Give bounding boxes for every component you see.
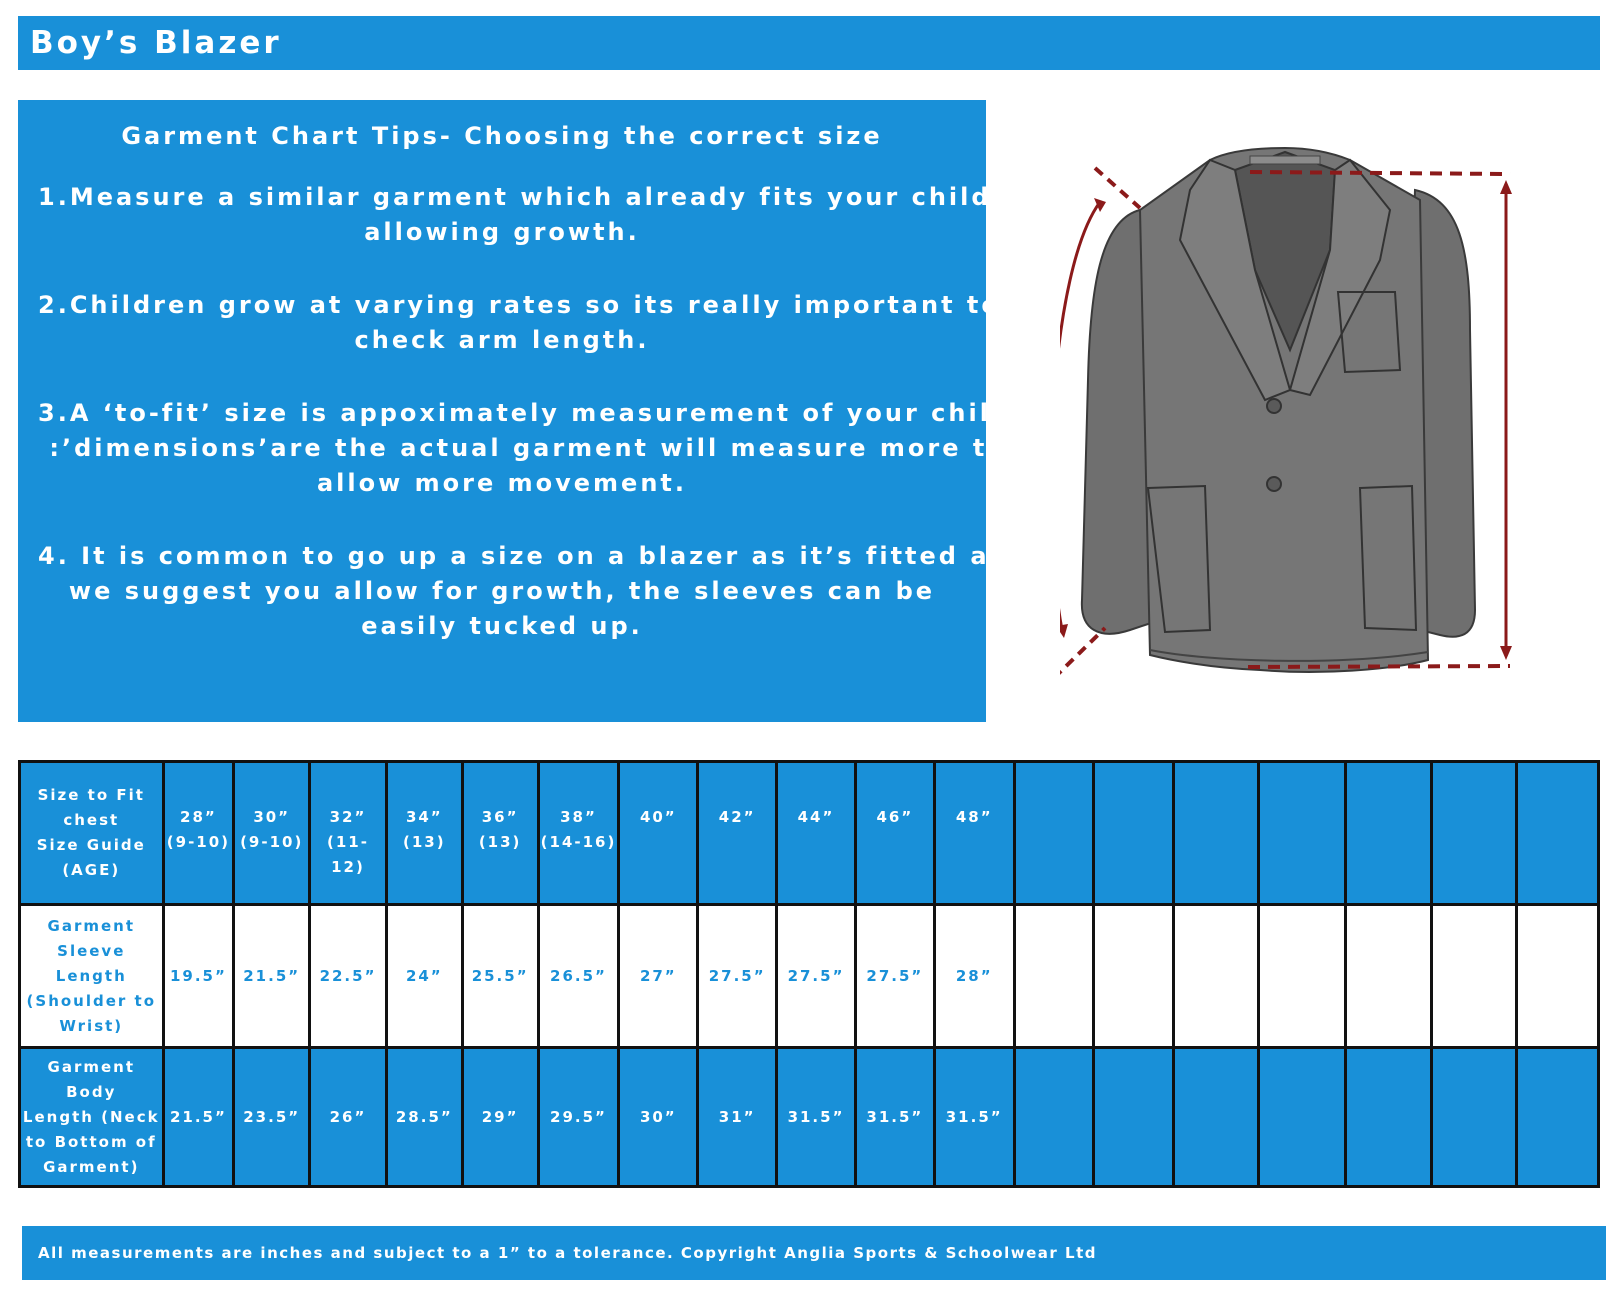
table-cell: 44” xyxy=(777,762,856,905)
blazer-illustration xyxy=(1060,130,1580,720)
tip-line: :’dimensions’are the actual garment will measure more to xyxy=(38,434,1007,462)
table-cell: 26.5” xyxy=(538,905,619,1048)
table-cell xyxy=(1259,1048,1346,1187)
table-cell: 27” xyxy=(619,905,698,1048)
table-cell: 27.5” xyxy=(777,905,856,1048)
table-cell: 42” xyxy=(698,762,777,905)
table-cell: 38” (14-16) xyxy=(538,762,619,905)
table-cell: 32” (11-12) xyxy=(310,762,387,905)
tip-line: 1.Measure a similar garment which already fits your child xyxy=(38,183,992,211)
title-bar xyxy=(18,16,1600,70)
tip-4 xyxy=(38,539,1030,644)
table-cell: 24” xyxy=(386,905,462,1048)
table-cell xyxy=(1432,905,1517,1048)
table-cell xyxy=(1432,1048,1517,1187)
blazer-icon xyxy=(1060,130,1580,720)
table-cell: 28” (9-10) xyxy=(163,762,234,905)
table-cell xyxy=(1517,762,1599,905)
table-cell: 30” (9-10) xyxy=(234,762,310,905)
table-cell: 31.5” xyxy=(777,1048,856,1187)
table-cell: 21.5” xyxy=(234,905,310,1048)
table-cell xyxy=(1174,905,1259,1048)
table-cell: 30” xyxy=(619,1048,698,1187)
row-header: Garment Sleeve Length (Shoulder to Wrist) xyxy=(20,905,164,1048)
table-cell: 28.5” xyxy=(386,1048,462,1187)
table-cell: 40” xyxy=(619,762,698,905)
table-cell xyxy=(1517,1048,1599,1187)
tip-line: 3.A ‘to-fit’ size is appoximately measurement of your child xyxy=(38,399,1012,427)
tip-line: allowing growth. xyxy=(364,218,640,246)
row-header: Size to Fit chest Size Guide (AGE) xyxy=(20,762,164,905)
table-cell: 34” (13) xyxy=(386,762,462,905)
table-row-body xyxy=(20,1048,1599,1187)
table-cell: 26” xyxy=(310,1048,387,1187)
table-cell: 27.5” xyxy=(855,905,934,1048)
table-cell: 22.5” xyxy=(310,905,387,1048)
tip-2 xyxy=(38,288,1001,358)
table-cell xyxy=(1346,1048,1432,1187)
table-cell xyxy=(1094,905,1174,1048)
page-title: Boy’s Blazer xyxy=(30,25,282,61)
table-cell: 31.5” xyxy=(855,1048,934,1187)
footer-text: All measurements are inches and subject to a 1” to a tolerance. Copyright Anglia Sports & Schoolwear Ltd xyxy=(38,1244,1097,1262)
table-cell xyxy=(1014,905,1094,1048)
table-cell xyxy=(1014,762,1094,905)
table-cell: 29” xyxy=(462,1048,538,1187)
table-cell: 29.5” xyxy=(538,1048,619,1187)
table-row-sleeve xyxy=(20,905,1599,1048)
table-cell xyxy=(1346,905,1432,1048)
size-table xyxy=(18,760,1600,1188)
table-cell: 31.5” xyxy=(934,1048,1014,1187)
table-cell: 27.5” xyxy=(698,905,777,1048)
table-cell: 21.5” xyxy=(163,1048,234,1187)
table-cell: 36” (13) xyxy=(462,762,538,905)
tip-line: 2.Children grow at varying rates so its really important to xyxy=(38,291,1001,319)
table-cell xyxy=(1094,1048,1174,1187)
table-cell: 19.5” xyxy=(163,905,234,1048)
table-cell: 25.5” xyxy=(462,905,538,1048)
table-cell xyxy=(1346,762,1432,905)
tip-3 xyxy=(38,396,1012,501)
tip-1 xyxy=(38,180,992,250)
table-cell xyxy=(1094,762,1174,905)
table-cell xyxy=(1174,762,1259,905)
table-cell xyxy=(1432,762,1517,905)
table-cell xyxy=(1259,762,1346,905)
table-cell: 28” xyxy=(934,905,1014,1048)
footer-bar xyxy=(22,1226,1606,1280)
table-cell xyxy=(1014,1048,1094,1187)
tip-line: allow more movement. xyxy=(316,469,687,497)
garment-tips-panel xyxy=(18,100,1030,722)
table-cell xyxy=(1259,905,1346,1048)
tips-title: Garment Chart Tips- Choosing the correct size xyxy=(121,122,883,150)
tip-line: easily tucked up. xyxy=(361,612,643,640)
tip-line: check arm length. xyxy=(354,326,650,354)
table-cell: 31” xyxy=(698,1048,777,1187)
tip-line: 4. It is common to go up a size on a blazer as it’s fitted and xyxy=(38,542,1030,570)
table-cell: 48” xyxy=(934,762,1014,905)
table-cell xyxy=(1517,905,1599,1048)
table-cell: 23.5” xyxy=(234,1048,310,1187)
table-row-size xyxy=(20,762,1599,905)
tip-line: we suggest you allow for growth, the sleeves can be xyxy=(68,577,936,605)
table-cell xyxy=(1174,1048,1259,1187)
row-header: Garment Body Length (Neck to Bottom of Garment) xyxy=(20,1048,164,1187)
table-cell: 46” xyxy=(855,762,934,905)
